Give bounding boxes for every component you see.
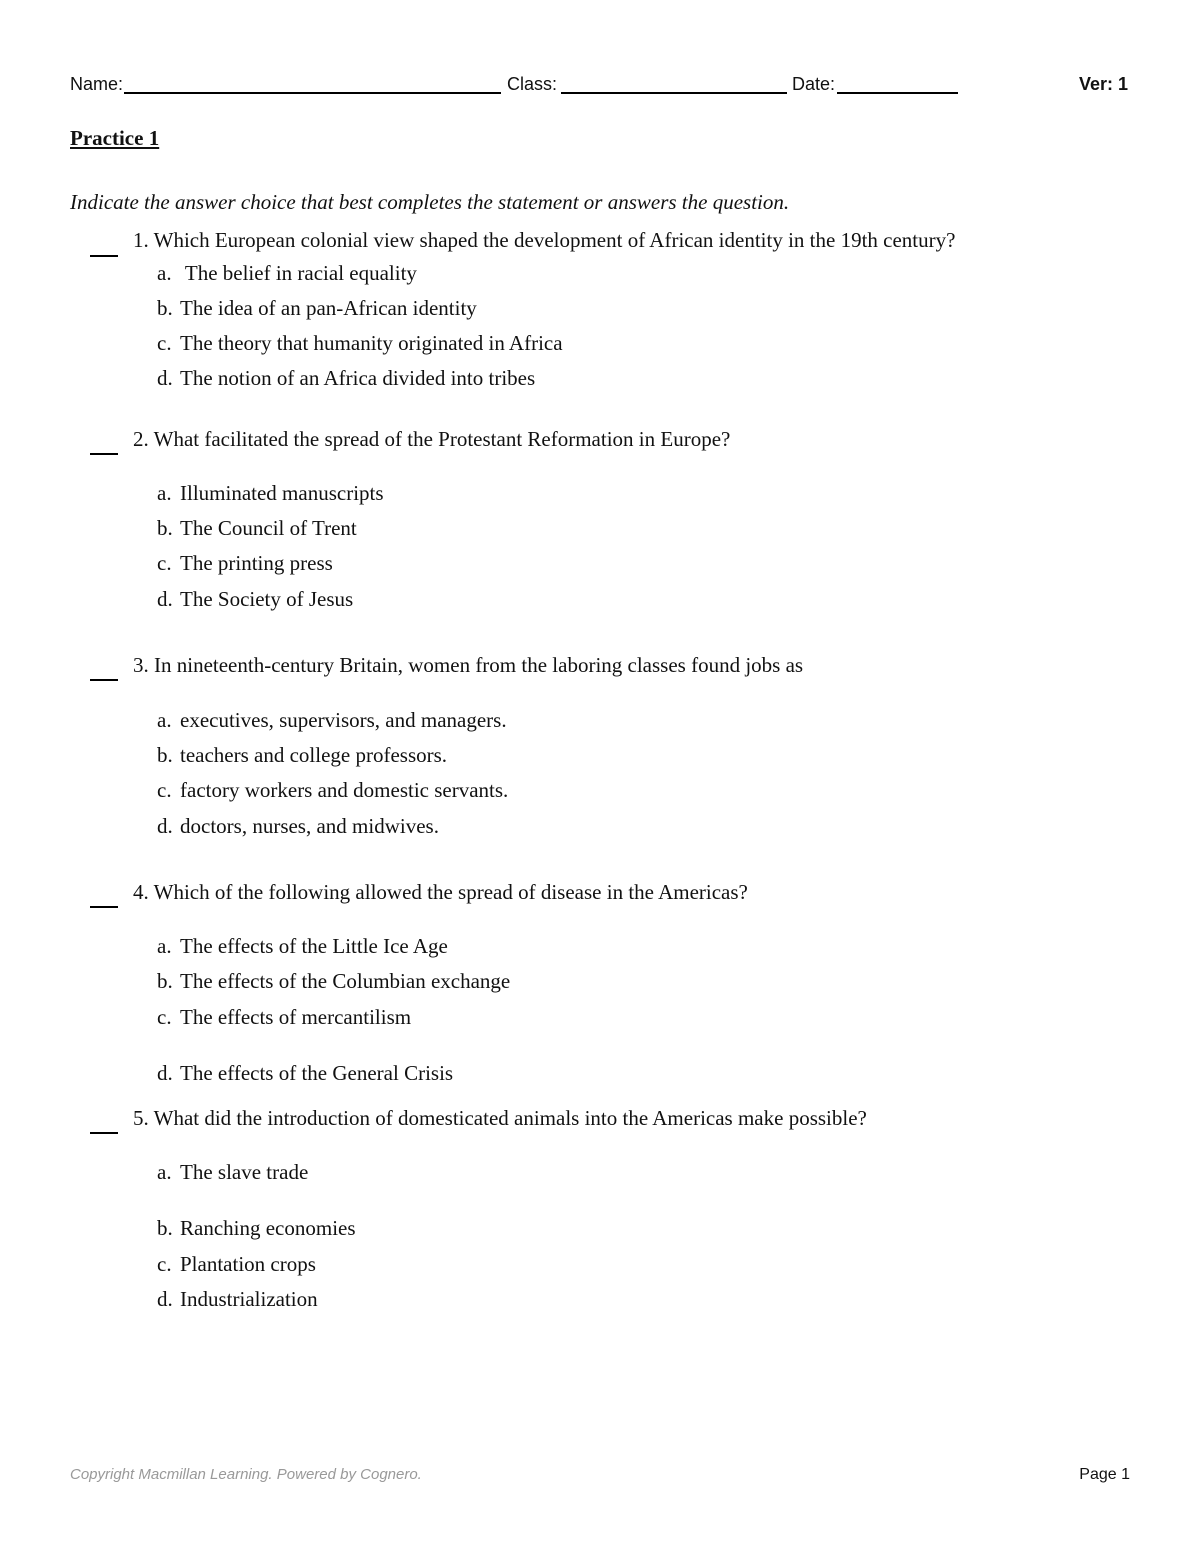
question-3-option-a bbox=[157, 708, 507, 733]
date-label: Date: bbox=[792, 74, 836, 94]
question-number: 5. bbox=[133, 1106, 149, 1130]
class-label: Class: bbox=[507, 74, 558, 94]
option-text: The Society of Jesus bbox=[180, 587, 354, 611]
option-letter: a. bbox=[157, 1160, 172, 1184]
option-text: doctors, nurses, and midwives. bbox=[180, 814, 439, 838]
question-5-option-a bbox=[157, 1160, 308, 1185]
option-text: The effects of the General Crisis bbox=[180, 1061, 454, 1085]
question-number: 4. bbox=[133, 880, 149, 904]
footer-copyright: Copyright Macmillan Learning. Powered by Cognero. bbox=[70, 1466, 422, 1483]
option-letter: d. bbox=[157, 1287, 173, 1311]
option-text: The effects of the Little Ice Age bbox=[180, 934, 448, 958]
question-1 bbox=[133, 228, 955, 253]
option-letter: d. bbox=[157, 587, 173, 611]
option-text: The theory that humanity originated in Africa bbox=[180, 331, 563, 355]
question-4-option-c bbox=[157, 1005, 411, 1030]
option-letter: b. bbox=[157, 296, 173, 320]
option-text: The printing press bbox=[180, 551, 333, 575]
question-3-option-d bbox=[157, 814, 439, 839]
name-field[interactable] bbox=[124, 92, 501, 94]
option-letter: d. bbox=[157, 366, 173, 390]
option-text: The belief in racial equality bbox=[180, 261, 417, 285]
option-letter: c. bbox=[157, 551, 172, 575]
option-letter: b. bbox=[157, 969, 173, 993]
question-5-option-d bbox=[157, 1287, 318, 1312]
page-number: Page 1 bbox=[1079, 1466, 1130, 1483]
option-text: factory workers and domestic servants. bbox=[180, 778, 509, 802]
option-letter: c. bbox=[157, 1252, 172, 1276]
option-letter: d. bbox=[157, 814, 173, 838]
option-letter: b. bbox=[157, 743, 173, 767]
option-letter: a. bbox=[157, 708, 172, 732]
question-text: Which European colonial view shaped the development of African identity in the 19th century? bbox=[153, 228, 956, 252]
question-number: 2. bbox=[133, 427, 149, 451]
option-text: teachers and college professors. bbox=[180, 743, 448, 767]
question-text: Which of the following allowed the spread of disease in the Americas? bbox=[153, 880, 748, 904]
header bbox=[70, 72, 1130, 100]
question-3 bbox=[133, 653, 803, 678]
option-text: Plantation crops bbox=[180, 1252, 316, 1276]
question-1-option-a bbox=[157, 261, 417, 286]
question-1-option-d bbox=[157, 366, 535, 391]
option-letter: c. bbox=[157, 778, 172, 802]
option-text: The effects of mercantilism bbox=[180, 1005, 412, 1029]
question-4-option-b bbox=[157, 969, 510, 994]
question-1-option-c bbox=[157, 331, 563, 356]
page-title: Practice 1 bbox=[70, 126, 160, 150]
question-5-option-b bbox=[157, 1216, 356, 1241]
question-2-option-a bbox=[157, 481, 384, 506]
option-letter: a. bbox=[157, 481, 172, 505]
option-text: Illuminated manuscripts bbox=[180, 481, 384, 505]
question-number: 3. bbox=[133, 653, 149, 677]
option-text: The idea of an pan-African identity bbox=[180, 296, 477, 320]
option-text: executives, supervisors, and managers. bbox=[180, 708, 507, 732]
option-letter: a. bbox=[157, 261, 172, 285]
question-3-option-c bbox=[157, 778, 508, 803]
question-number: 1. bbox=[133, 228, 149, 252]
question-2 bbox=[133, 427, 730, 452]
question-1-option-b bbox=[157, 296, 477, 321]
date-field[interactable] bbox=[837, 92, 958, 94]
option-text: The Council of Trent bbox=[180, 516, 357, 540]
question-3-option-b bbox=[157, 743, 447, 768]
question-4-option-d bbox=[157, 1061, 453, 1086]
answer-blank-3[interactable] bbox=[90, 679, 118, 681]
answer-blank-1[interactable] bbox=[90, 255, 118, 257]
option-text: Ranching economies bbox=[180, 1216, 356, 1240]
question-5-option-c bbox=[157, 1252, 316, 1277]
answer-blank-4[interactable] bbox=[90, 906, 118, 908]
option-text: The slave trade bbox=[180, 1160, 309, 1184]
option-text: The effects of the Columbian exchange bbox=[180, 969, 511, 993]
option-letter: c. bbox=[157, 1005, 172, 1029]
question-2-option-d bbox=[157, 587, 353, 612]
option-letter: b. bbox=[157, 516, 173, 540]
version-label: Ver: 1 bbox=[1078, 74, 1128, 94]
question-5 bbox=[133, 1106, 867, 1131]
question-4-option-a bbox=[157, 934, 448, 959]
question-text: In nineteenth-century Britain, women from the laboring classes found jobs as bbox=[154, 653, 804, 677]
option-text: The notion of an Africa divided into tribes bbox=[180, 366, 536, 390]
option-letter: b. bbox=[157, 1216, 173, 1240]
option-letter: d. bbox=[157, 1061, 173, 1085]
answer-blank-2[interactable] bbox=[90, 453, 118, 455]
question-4 bbox=[133, 880, 748, 905]
class-field[interactable] bbox=[561, 92, 787, 94]
question-2-option-c bbox=[157, 551, 333, 576]
option-text: Industrialization bbox=[180, 1287, 318, 1311]
answer-blank-5[interactable] bbox=[90, 1132, 118, 1134]
question-2-option-b bbox=[157, 516, 357, 541]
question-text: What did the introduction of domesticated animals into the Americas make possible? bbox=[153, 1106, 867, 1130]
instructions: Indicate the answer choice that best completes the statement or answers the question. bbox=[70, 190, 790, 214]
option-letter: c. bbox=[157, 331, 172, 355]
name-label: Name: bbox=[70, 74, 124, 94]
question-text: What facilitated the spread of the Protestant Reformation in Europe? bbox=[153, 427, 731, 451]
option-letter: a. bbox=[157, 934, 172, 958]
